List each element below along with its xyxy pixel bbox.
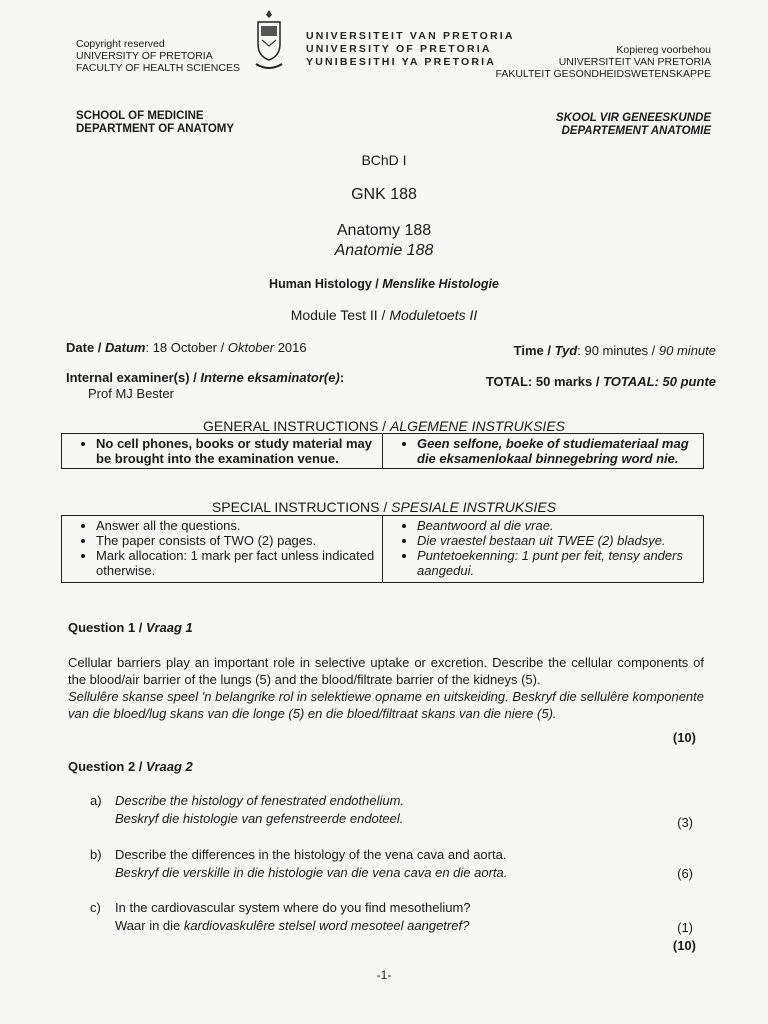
general-title-af: ALGEMENE INSTRUKSIES: [389, 418, 565, 434]
q2-title-af: Vraag 2: [146, 759, 193, 774]
special-instructions-table: [61, 515, 704, 583]
general-instructions-table: [61, 433, 704, 469]
school-name-af: SKOOL VIR GENEESKUNDE: [555, 112, 711, 124]
total-line: [486, 374, 716, 389]
date-label: Date /: [66, 340, 106, 355]
examiner-line: [66, 370, 344, 385]
special-instructions-af: [383, 516, 704, 583]
time-value-af: 90 minute: [658, 343, 716, 358]
course-code: GNK 188: [351, 186, 417, 203]
q2a-letter: a): [90, 793, 102, 808]
q2b-mark: (6): [677, 866, 693, 881]
subject-title: [0, 277, 768, 291]
special-instructions-title: [0, 499, 768, 515]
test-af: Moduletoets II: [389, 307, 478, 323]
date-value: : 18 October /: [145, 340, 228, 355]
question-1-text-en: Cellular barriers play an important role in selective uptake or excretion. Describe the cellular components of the blood/air barrier of the lungs (5) and the blood/filtrate barrier of the kidneys (5).: [68, 655, 704, 687]
question-1-text-af: Sellulêre skanse speel 'n belangrike rol in selektiewe opname en uitskeiding. Beskryf die sellulêre komponente van die bloed/lug skans van die longe (5) en die bloed/filtraat skans van die niere (5).: [68, 689, 704, 721]
time-label: Time /: [513, 343, 555, 358]
q2-title-en: Question 2 /: [68, 759, 147, 774]
question-2-title: [68, 759, 193, 774]
university-name-en: UNIVERSITY OF PRETORIA: [306, 43, 492, 55]
examiner-colon: :: [339, 370, 345, 385]
q2c-af-italic: kardiovaskulêre stelsel word mesoteel aangetref?: [183, 918, 470, 933]
q2c-af-pre: Waar in die: [115, 918, 184, 933]
q1-title-af: Vraag 1: [146, 620, 193, 635]
list-item: • The paper consists of TWO (2) pages.: [96, 533, 376, 548]
date-value-af: Oktober: [227, 340, 275, 355]
university-name-af: UNIVERSITEIT VAN PRETORIA: [306, 30, 515, 42]
test-title: [0, 307, 768, 323]
q2c-letter: c): [90, 900, 101, 915]
faculty-label: FACULTY OF HEALTH SCIENCES: [76, 62, 240, 74]
q2a-text-en: Describe the histology of fenestrated endothelium.: [115, 793, 405, 808]
date-label-af: Datum: [105, 340, 146, 355]
list-item: • Answer all the questions.: [96, 518, 376, 533]
special-title-en: SPECIAL INSTRUCTIONS /: [211, 499, 392, 515]
test-en: Module Test II /: [290, 307, 390, 323]
subject-en: Human Histology /: [269, 277, 383, 291]
q2b-letter: b): [90, 847, 102, 862]
q2b-text-en: Describe the differences in the histology of the vena cava and aorta.: [115, 847, 507, 862]
course-name-en: Anatomy 188: [336, 222, 432, 239]
university-name-sepedi: YUNIBESITHI YA PRETORIA: [306, 56, 497, 68]
page-number: -1-: [376, 968, 392, 982]
q2b-text-af: Beskryf die verskille in die histologie van die vena cava en die aorta.: [115, 865, 508, 880]
question-2-total: (10): [672, 938, 696, 953]
q1-title-en: Question 1 /: [68, 620, 147, 635]
date-year: 2016: [274, 340, 307, 355]
q2c-text-en: In the cardiovascular system where do you find mesothelium?: [115, 900, 471, 915]
list-item: • Beantwoord al die vrae.: [417, 518, 697, 533]
date-line: [66, 340, 307, 355]
total-en: TOTAL: 50 marks /: [485, 374, 604, 389]
header-right: [496, 44, 712, 80]
list-item: • Geen selfone, boeke of studiemateriaal mag die eksamenlokaal binnegebring word nie.: [417, 436, 697, 466]
department-name: DEPARTMENT OF ANATOMY: [76, 123, 235, 135]
school-name: SCHOOL OF MEDICINE: [76, 110, 204, 122]
copyright-text-af: Kopiereg voorbehou: [616, 44, 711, 56]
q2a-mark: (3): [677, 815, 693, 830]
list-item: • Die vraestel bestaan uit TWEE (2) bladsye.: [417, 533, 697, 548]
special-instructions-en: [62, 516, 383, 583]
total-af: TOTAAL: 50 punte: [603, 374, 716, 389]
examiner-label-af: Interne eksaminator(e): [200, 370, 340, 385]
q2a-text-af: Beskryf die histologie van gefenstreerde endoteel.: [115, 811, 404, 826]
university-crest: [252, 8, 286, 74]
q2c-mark: (1): [677, 920, 693, 935]
question-1-title: [68, 620, 193, 635]
subject-af: Menslike Histologie: [382, 277, 499, 291]
q2c-text-af: [115, 917, 469, 934]
faculty-label-af: FAKULTEIT GESONDHEIDSWETENSKAPPE: [495, 68, 711, 80]
general-title-en: GENERAL INSTRUCTIONS /: [203, 418, 390, 434]
header-left: [76, 38, 240, 74]
general-instructions-title: [0, 418, 768, 434]
school-right: [556, 112, 711, 138]
university-label-af: UNIVERSITEIT VAN PRETORIA: [558, 56, 711, 68]
general-instructions-af: [383, 434, 704, 469]
university-label: UNIVERSITY OF PRETORIA: [76, 50, 213, 62]
time-value: : 90 minutes /: [577, 343, 659, 358]
examiner-label: Internal examiner(s) /: [66, 370, 201, 385]
question-1-total: (10): [672, 730, 696, 745]
general-instructions-en: [62, 434, 383, 469]
university-names: [306, 30, 515, 69]
school-left: [76, 110, 234, 136]
degree-label: BChD I: [361, 152, 407, 168]
examiner-name: Prof MJ Bester: [88, 386, 174, 401]
list-item: • Mark allocation: 1 mark per fact unless indicated otherwise.: [96, 548, 376, 578]
time-label-af: Tyd: [554, 343, 578, 358]
list-item: • No cell phones, books or study material may be brought into the examination venue.: [96, 436, 376, 466]
copyright-text: Copyright reserved: [76, 38, 165, 50]
course-name-af: Anatomie 188: [334, 242, 434, 259]
list-item: • Puntetoekenning: 1 punt per feit, tensy anders aangedui.: [417, 548, 697, 578]
department-name-af: DEPARTEMENT ANATOMIE: [561, 125, 711, 137]
special-title-af: SPESIALE INSTRUKSIES: [391, 499, 557, 515]
time-line: [514, 343, 716, 358]
